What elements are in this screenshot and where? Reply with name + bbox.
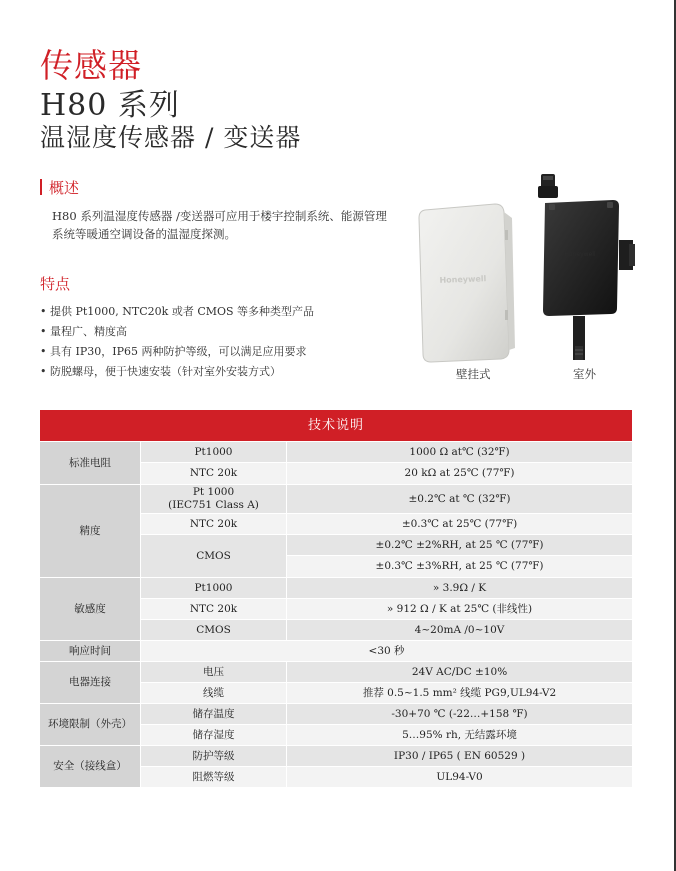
features-heading-text: 特点 — [40, 275, 71, 293]
value-cell: IP30 / IP65 ( EN 60529 ) — [287, 746, 633, 767]
wall-mount-label: 壁挂式 — [456, 367, 491, 381]
param-cell: CMOS — [141, 620, 287, 641]
category-cell: 标准电阻 — [40, 442, 141, 485]
spec-title-row — [40, 410, 633, 442]
brand-heading: 传感器 — [40, 46, 142, 85]
spec-table — [39, 409, 633, 788]
value-cell: 4~20mA /0~10V — [287, 620, 633, 641]
param-cell: NTC 20k — [141, 463, 287, 485]
category-cell: 精度 — [40, 485, 141, 578]
category-cell: 环境限制（外壳） — [40, 704, 141, 746]
param-line: (IEC751 Class A) — [168, 499, 259, 511]
value-cell: 24V AC/DC ±10% — [287, 662, 633, 683]
features-list — [40, 302, 314, 382]
overview-heading — [40, 177, 79, 198]
param-cell: NTC 20k — [141, 599, 287, 620]
outdoor-label: 室外 — [573, 367, 596, 381]
overview-heading-text: 概述 — [49, 179, 80, 197]
param-cell: CMOS — [141, 535, 287, 578]
param-cell — [141, 485, 287, 514]
table-row — [40, 442, 633, 463]
param-cell: Pt1000 — [141, 578, 287, 599]
feature-item: • 防脱螺母，便于快速安装（针对室外安装方式） — [40, 365, 281, 378]
features-heading — [40, 273, 70, 294]
wall-sensor-brand: Honeywell — [439, 274, 487, 285]
value-cell: ±0.2℃ at ℃ (32℉) — [287, 485, 633, 514]
value-cell: UL94-V0 — [287, 767, 633, 788]
value-cell: ±0.3℃ at 25℃ (77℉) — [287, 514, 633, 535]
value-cell: ±0.3℃ ±3%RH, at 25 ℃ (77℉) — [287, 556, 633, 578]
value-cell: -30+70 ℃ (-22…+158 ℉) — [287, 704, 633, 725]
section-marker — [40, 179, 42, 195]
value-cell: » 912 Ω / K at 25℃ (非线性) — [287, 599, 633, 620]
table-row — [40, 704, 633, 725]
table-row — [40, 578, 633, 599]
value-cell: 1000 Ω at℃ (32℉) — [287, 442, 633, 463]
category-cell: 敏感度 — [40, 578, 141, 641]
svg-text:Honeywell: Honeywell — [564, 251, 596, 258]
table-row — [40, 641, 633, 662]
value-cell: » 3.9Ω / K — [287, 578, 633, 599]
overview-text: H80 系列温湿度传感器 /变送器可应用于楼宇控制系统、能源管理系统等暖通空调设备的温湿度探测。 — [52, 209, 387, 241]
param-cell: 储存温度 — [141, 704, 287, 725]
product-subtitle: 温湿度传感器 / 变送器 — [40, 123, 302, 152]
category-cell: 响应时间 — [40, 641, 141, 662]
category-cell: 电器连接 — [40, 662, 141, 704]
spec-title: 技术说明 — [40, 410, 633, 442]
param-cell: NTC 20k — [141, 514, 287, 535]
series-heading: H80 系列 — [40, 88, 180, 123]
table-row — [40, 746, 633, 767]
value-cell: <30 秒 — [141, 641, 633, 662]
wall-mount-sensor-image — [419, 204, 515, 362]
param-cell: 储存湿度 — [141, 725, 287, 746]
feature-item: • 具有 IP30，IP65 两种防护等级，可以满足应用要求 — [40, 345, 307, 358]
value-cell: ±0.2℃ ±2%RH, at 25 ℃ (77℉) — [287, 535, 633, 556]
product-photos — [405, 170, 645, 370]
value-cell: 推荐 0.5~1.5 mm² 线缆 PG9,UL94-V2 — [287, 683, 633, 704]
table-row — [40, 485, 633, 514]
outdoor-sensor-image — [538, 174, 635, 360]
param-cell: Pt1000 — [141, 442, 287, 463]
feature-item: • 提供 Pt1000, NTC20k 或者 CMOS 等多种类型产品 — [40, 305, 315, 318]
param-cell: 防护等级 — [141, 746, 287, 767]
feature-item: • 量程广、精度高 — [40, 325, 127, 338]
value-cell: 20 kΩ at 25℃ (77℉) — [287, 463, 633, 485]
param-line: Pt 1000 — [192, 486, 235, 498]
category-cell: 安全（接线盒） — [40, 746, 141, 788]
value-cell: 5…95% rh, 无结露环境 — [287, 725, 633, 746]
param-cell: 线缆 — [141, 683, 287, 704]
table-row — [40, 662, 633, 683]
param-cell: 电压 — [141, 662, 287, 683]
param-cell: 阻燃等级 — [141, 767, 287, 788]
